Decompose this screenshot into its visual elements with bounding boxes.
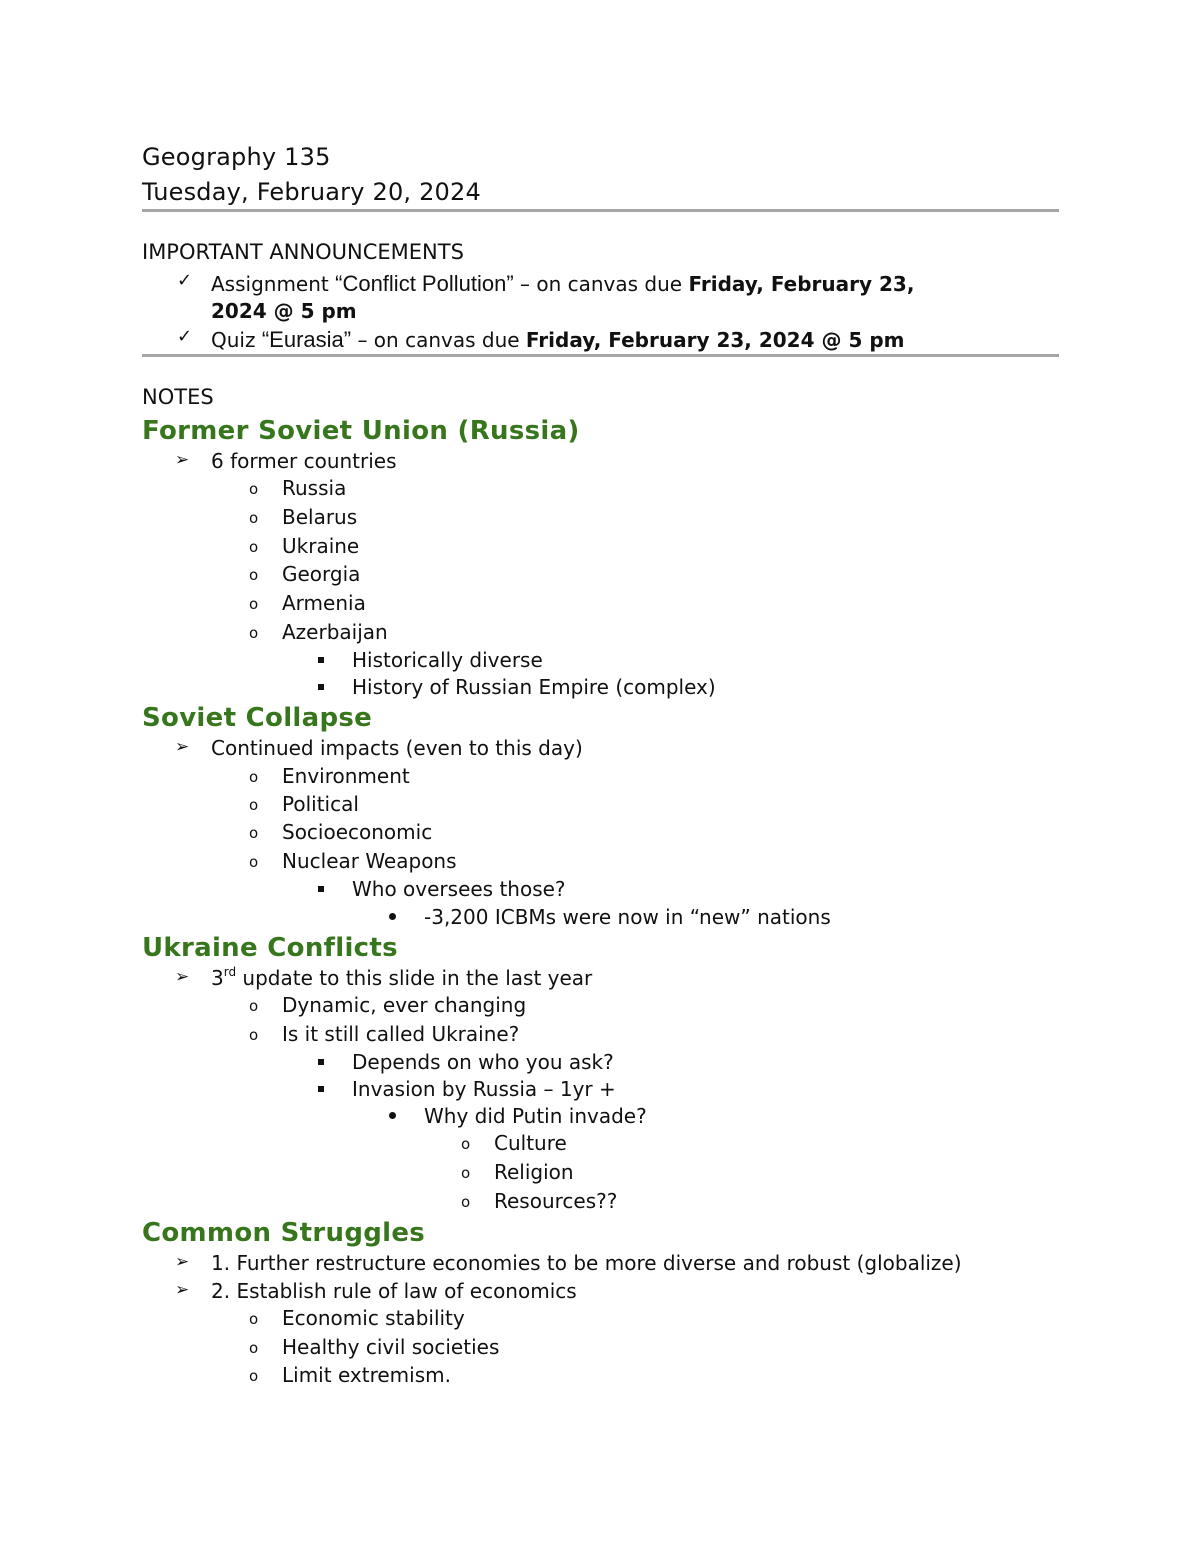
circle-bullet-icon: o — [249, 997, 259, 1015]
circle-bullet-icon: o — [249, 768, 259, 786]
announcements-divider — [142, 354, 1059, 357]
assignment-title: “Conflict Pollution” — [335, 271, 514, 296]
circle-bullet-icon: o — [249, 509, 259, 527]
list-item: Culture — [494, 1131, 567, 1155]
announcement-item: Quiz “Eurasia” – on canvas due Friday, February 23, 2024 @ 5 pm — [211, 327, 905, 352]
circle-bullet-icon: o — [249, 566, 259, 584]
list-item: Healthy civil societies — [282, 1335, 500, 1359]
list-item: Russia — [282, 476, 347, 500]
list-item: Why did Putin invade? — [424, 1104, 647, 1128]
list-item: Environment — [282, 764, 410, 788]
arrow-bullet-icon: ➢ — [175, 1252, 190, 1272]
list-item: Political — [282, 792, 359, 816]
course-title: Geography 135 — [142, 143, 331, 171]
list-item: 1. Further restructure economies to be more diverse and robust (globalize) — [211, 1251, 962, 1275]
section-heading: Former Soviet Union (Russia) — [142, 416, 580, 446]
list-item: History of Russian Empire (complex) — [352, 675, 716, 699]
list-item: Is it still called Ukraine? — [282, 1022, 520, 1046]
list-item: Nuclear Weapons — [282, 849, 457, 873]
arrow-bullet-icon: ➢ — [175, 967, 190, 987]
list-item: -3,200 ICBMs were now in “new” nations — [424, 905, 831, 929]
list-item: Invasion by Russia – 1yr + — [352, 1077, 616, 1101]
list-item: Azerbaijan — [282, 620, 388, 644]
list-item: Resources?? — [494, 1189, 618, 1213]
list-item: Who oversees those? — [352, 877, 566, 901]
list-item: 3rd update to this slide in the last year — [211, 965, 593, 990]
square-bullet-icon — [318, 1086, 324, 1092]
circle-bullet-icon: o — [461, 1193, 471, 1211]
dot-bullet-icon — [389, 913, 396, 920]
circle-bullet-icon: o — [461, 1135, 471, 1153]
list-item: Depends on who you ask? — [352, 1050, 614, 1074]
list-item: Ukraine — [282, 534, 360, 558]
circle-bullet-icon: o — [249, 796, 259, 814]
arrow-bullet-icon: ➢ — [175, 1280, 190, 1300]
section-heading: Common Struggles — [142, 1218, 426, 1248]
circle-bullet-icon: o — [249, 1367, 259, 1385]
notes-label: NOTES — [142, 385, 214, 409]
square-bullet-icon — [318, 1059, 324, 1065]
quiz-title: “Eurasia” — [261, 327, 352, 352]
list-item: 6 former countries — [211, 449, 397, 473]
check-icon: ✓ — [177, 270, 193, 291]
arrow-bullet-icon: ➢ — [175, 450, 190, 470]
circle-bullet-icon: o — [249, 853, 259, 871]
list-item: Limit extremism. — [282, 1363, 451, 1387]
list-item: Socioeconomic — [282, 820, 433, 844]
list-item: Armenia — [282, 591, 366, 615]
due-date: Friday, February 23, — [688, 272, 915, 296]
circle-bullet-icon: o — [249, 1310, 259, 1328]
list-item: Economic stability — [282, 1306, 465, 1330]
circle-bullet-icon: o — [249, 1339, 259, 1357]
square-bullet-icon — [318, 684, 324, 690]
list-item: Belarus — [282, 505, 358, 529]
square-bullet-icon — [318, 657, 324, 663]
square-bullet-icon — [318, 886, 324, 892]
announcement-item: Assignment “Conflict Pollution” – on canvas due Friday, February 23, — [211, 271, 915, 296]
due-date-continued: 2024 @ 5 pm — [211, 299, 357, 323]
list-item: Religion — [494, 1160, 574, 1184]
list-item: Georgia — [282, 562, 361, 586]
announcements-label: IMPORTANT ANNOUNCEMENTS — [142, 240, 464, 264]
lecture-date: Tuesday, February 20, 2024 — [142, 178, 481, 206]
circle-bullet-icon: o — [249, 480, 259, 498]
header-divider — [142, 209, 1059, 212]
list-item: Historically diverse — [352, 648, 543, 672]
circle-bullet-icon: o — [249, 824, 259, 842]
list-item: 2. Establish rule of law of economics — [211, 1279, 577, 1303]
circle-bullet-icon: o — [249, 624, 259, 642]
circle-bullet-icon: o — [249, 538, 259, 556]
due-date: Friday, February 23, 2024 @ 5 pm — [525, 328, 905, 352]
list-item: Dynamic, ever changing — [282, 993, 527, 1017]
list-item: Continued impacts (even to this day) — [211, 736, 583, 760]
section-heading: Soviet Collapse — [142, 703, 373, 733]
dot-bullet-icon — [389, 1112, 396, 1119]
circle-bullet-icon: o — [461, 1164, 471, 1182]
circle-bullet-icon: o — [249, 595, 259, 613]
section-heading: Ukraine Conflicts — [142, 933, 398, 963]
circle-bullet-icon: o — [249, 1026, 259, 1044]
check-icon: ✓ — [177, 326, 193, 347]
arrow-bullet-icon: ➢ — [175, 737, 190, 757]
